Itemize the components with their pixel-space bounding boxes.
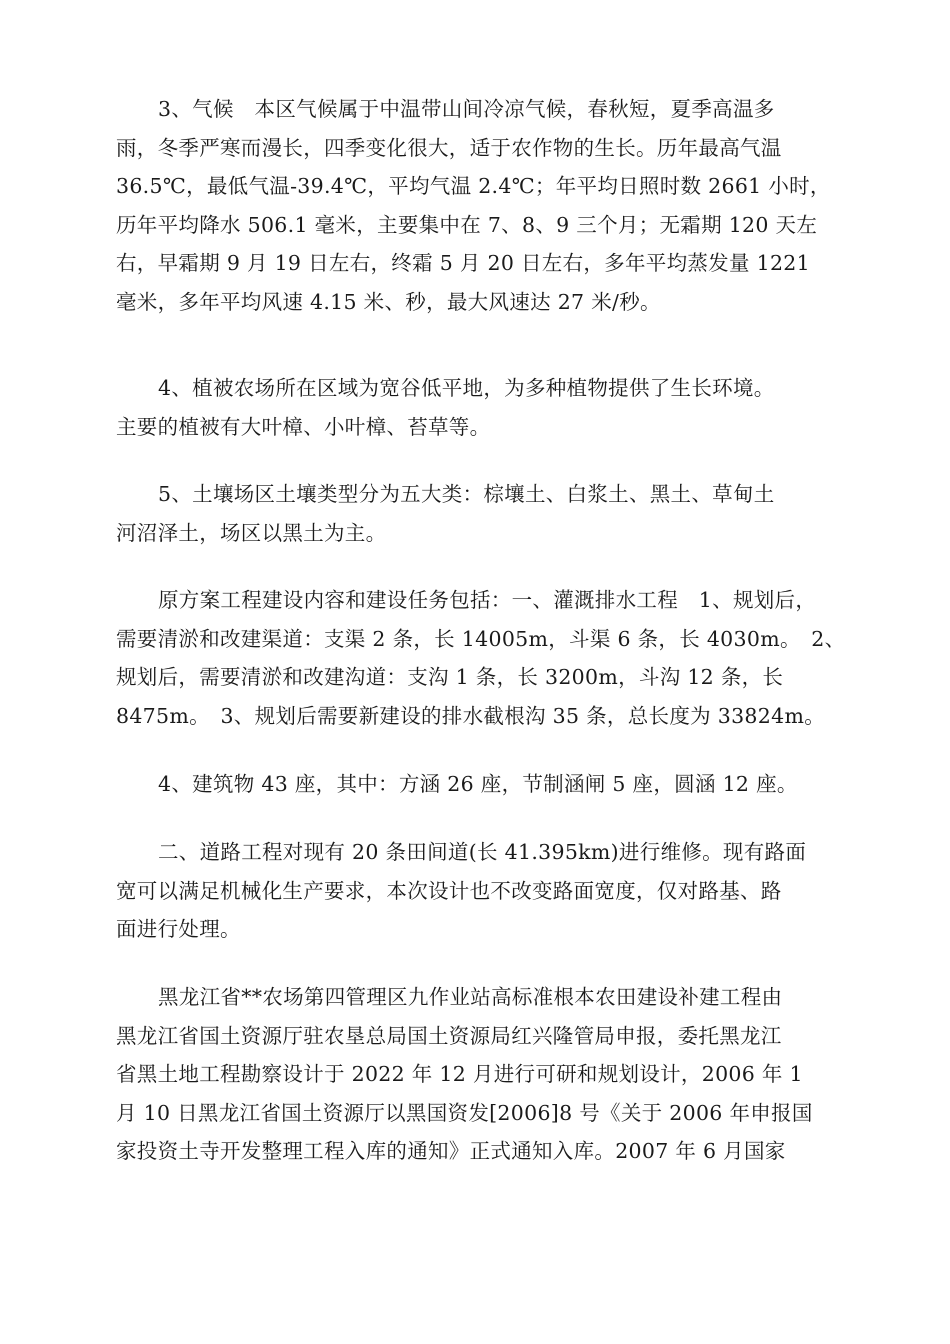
paragraph-road-works	[116, 833, 856, 949]
paragraph-climate	[116, 90, 856, 321]
text-line: 毫米，多年平均风速 4.15 米、秒，最大风速达 27 米/秒。	[116, 289, 661, 314]
text-line: 面进行处理。	[116, 917, 241, 941]
paragraph-soil	[116, 475, 856, 552]
text-line: 规划后，需要清淤和改建沟道：支沟 1 条，长 3200m，斗沟 12 条，长	[116, 665, 784, 689]
text-line: 主要的植被有大叶樟、小叶樟、苔草等。	[116, 414, 491, 439]
text-line: 黑龙江省**农场第四管理区九作业站高标准根本农田建设补建工程由	[158, 985, 783, 1009]
text-line: 4、植被农场所在区域为宽谷低平地，为多种植物提供了生长环境。	[158, 376, 775, 400]
text-line: 宽可以满足机械化生产要求，本次设计也不改变路面宽度，仅对路基、路	[116, 878, 782, 903]
text-line: 3、气候 本区气候属于中温带山间冷凉气候，春秋短，夏季高温多	[158, 97, 775, 121]
text-line: 8475m。 3、规划后需要新建设的排水截根沟 35 条，总长度为 33824m。	[116, 703, 825, 728]
text-line: 省黑土地工程勘察设计于 2022 年 12 月进行可研和规划设计，2006 年 1	[116, 1062, 803, 1086]
text-line: 月 10 日黑龙江省国土资源厅以黑国资发[2006]8 号《关于 2006 年申报国	[116, 1100, 813, 1125]
text-line: 雨，冬季严寒而漫长，四季变化很大，适于农作物的生长。历年最高气温	[116, 135, 782, 160]
text-line: 黑龙江省国土资源厅驻农垦总局国土资源局红兴隆管局申报，委托黑龙江	[116, 1023, 782, 1048]
text-line: 历年平均降水 506.1 毫米，主要集中在 7、8、9 三个月；无霜期 120 天左	[116, 212, 818, 237]
text-line: 河沼泽土，场区以黑土为主。	[116, 520, 387, 545]
paragraph-structures	[116, 765, 856, 804]
text-line: 36.5℃，最低气温-39.4℃，平均气温 2.4℃；年平均日照时数 2661 小时，	[116, 174, 831, 198]
text-line: 4、建筑物 43 座，其中：方涵 26 座，节制涵闸 5 座，圆涵 12 座。	[158, 772, 798, 796]
text-line: 5、土壤场区土壤类型分为五大类：棕壤土、白浆土、黑土、草甸土	[158, 482, 775, 506]
text-line: 右，早霜期 9 月 19 日左右，终霜 5 月 20 日左右，多年平均蒸发量 1221	[116, 251, 810, 275]
paragraph-vegetation	[116, 369, 856, 446]
text-line: 原方案工程建设内容和建设任务包括：一、灌溉排水工程 1、规划后，	[158, 588, 817, 612]
paragraph-original-plan	[116, 581, 856, 735]
text-line: 家投资土寺开发整理工程入库的通知》正式通知入库。2007 年 6 月国家	[116, 1139, 786, 1163]
paragraph-project-background	[116, 978, 856, 1171]
text-line: 需要清淤和改建渠道：支渠 2 条，长 14005m，斗渠 6 条，长 4030m。 2、	[116, 626, 846, 651]
text-line: 二、道路工程对现有 20 条田间道(长 41.395km)进行维修。现有路面	[158, 840, 807, 864]
